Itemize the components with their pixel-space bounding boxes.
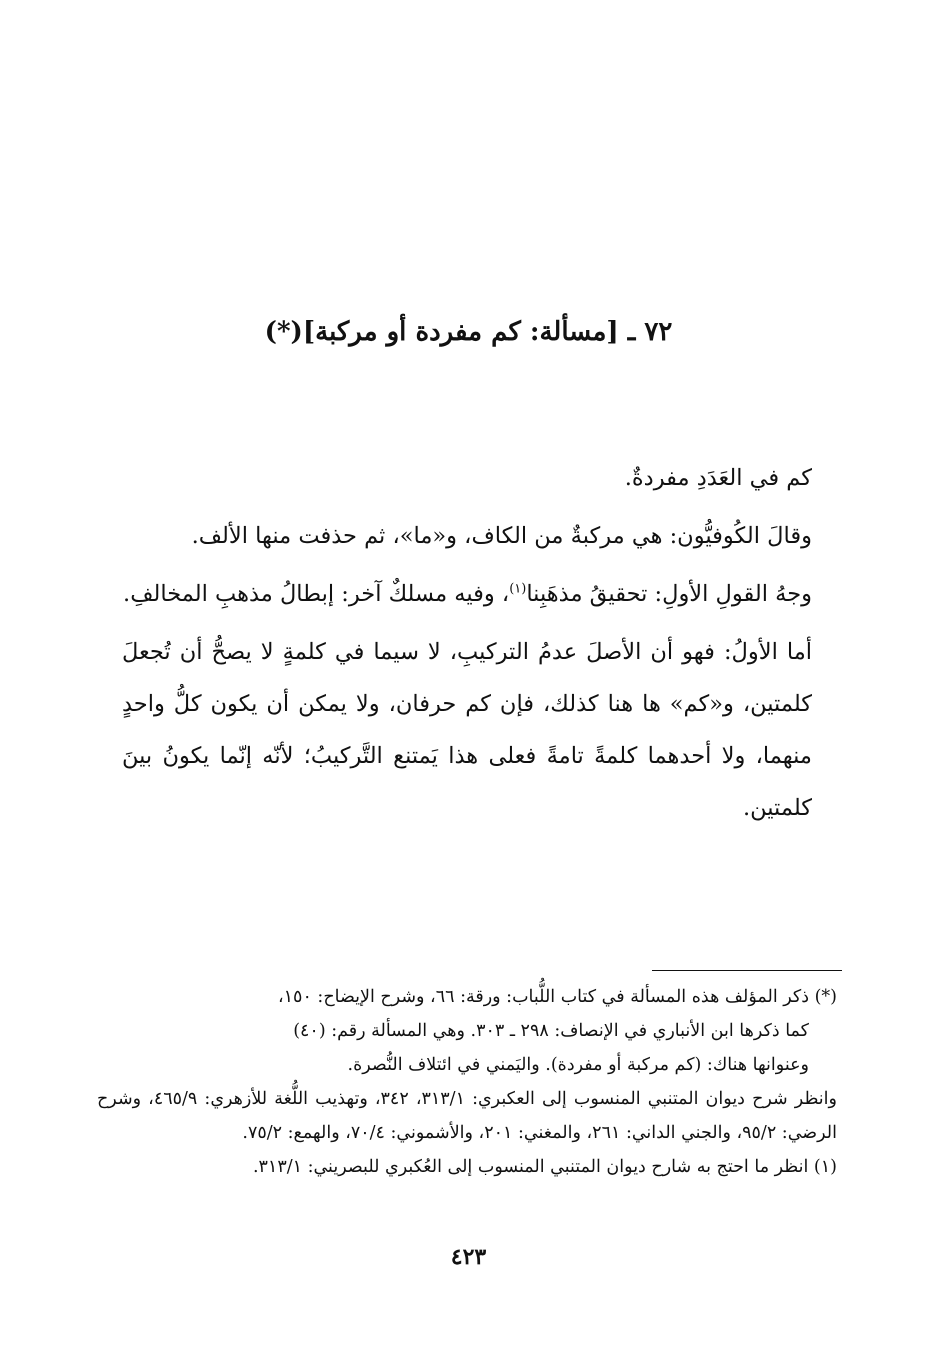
paragraph-3-part-2: ، وفيه مسلكٌ آخر: إبطالُ مذهبِ المخالفِ. (123, 581, 510, 607)
paragraph-2: وقالَ الكُوفيُّون: هي مركبةٌ من الكاف، و«ما»، ثم حذفت منها الألف. (191, 523, 812, 549)
section-title: ٧٢ ـ [مسألة: كم مفردة أو مركبة](*) (264, 317, 673, 347)
paragraph-1: كم في العَدَدِ مفردةٌ. (624, 465, 812, 491)
paragraph-4: أما الأولُ: فهو أن الأصلَ عدمُ التركيبِ، لا سيما في كلمةٍ لا يصحُّ أن تُجعلَ كلمتين، و«كم» ها هنا كذلك، فإن كم حرفان، ولا يمكن أن يكون كلُّ واحدٍ منهما، ولا أحدهما كلمةً تامةً فعلى هذا يَمتنع التَّركيبُ؛ لأنّه إنّما يكونُ بينَ كلمتين. (122, 639, 812, 821)
footnote-1: (١) انظر ما احتج به شارح ديوان المتنبي المنسوب إلى العُكبري للبصريني: ٣١٣/١. (252, 1157, 837, 1177)
footnotes (97, 980, 837, 1184)
main-text (122, 452, 812, 840)
footnote-star-line-3: وعنوانها هناك: (كم مركبة أو مفردة). واليَمني في ائتلاف النُّصرة. (347, 1055, 809, 1075)
footnote-star-line-1: (*) ذكر المؤلف هذه المسألة في كتاب اللُّباب: ورقة: ٦٦، وشرح الإيضاح: ١٥٠، (278, 987, 837, 1007)
footnote-divider (652, 970, 842, 971)
footnote-reference-1[interactable]: (١) (509, 581, 527, 597)
page-number: ٤٢٣ (450, 1244, 487, 1270)
footnote-star-line-2: كما ذكرها ابن الأنباري في الإنصاف: ٢٩٨ ـ ٣٠٣. وهي المسألة رقم: (٤٠) (293, 1021, 809, 1041)
footnote-star-references: وانظر شرح ديوان المتنبي المنسوب إلى العكبري: ٣١٣/١، ٣٤٢، وتهذيب اللُّغة للأزهري: ٤٦٥/٩، وشرح الرضي: ٩٥/٢، والجني الداني: ٢٦١، والمغني: ٢٠١، والأشموني: ٧٠/٤، والهمع: ٧٥/٢. (97, 1089, 837, 1143)
paragraph-3-part-1: وجهُ القولِ الأولِ: تحقيقُ مذهَبِنا (526, 581, 812, 607)
paragraph-3 (122, 568, 812, 620)
